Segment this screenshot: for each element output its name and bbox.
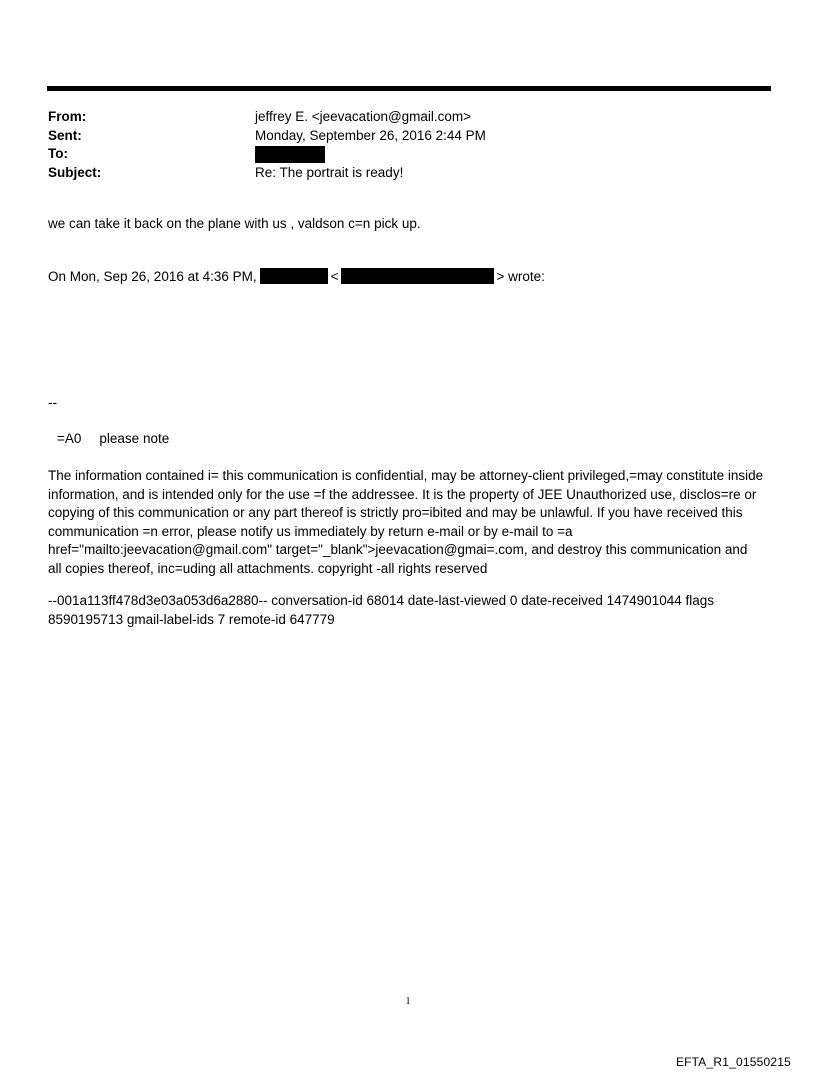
from-row: [48, 108, 768, 127]
sent-value: Monday, September 26, 2016 2:44 PM: [255, 127, 486, 143]
quoted-attribution: [48, 268, 764, 287]
note-line: [57, 430, 773, 449]
redaction-box: [341, 268, 494, 284]
sent-label: Sent:: [48, 127, 82, 143]
metadata-paragraph: --001a113ff478d3e03a053d6a2880-- conversation-id 68014 date-last-viewed 0 date-received 1474901044 flags 8590195713 gmail-label-ids 7 remote-id 647779: [48, 593, 714, 627]
message-line: we can take it back on the plane with us , valdson c=n pick up.: [48, 216, 421, 231]
to-value: [255, 145, 768, 164]
subject-value: Re: The portrait is ready!: [255, 164, 404, 180]
from-value: jeffrey E. <jeevacation@gmail.com>: [255, 109, 472, 124]
to-label: To:: [48, 146, 68, 161]
subject-row: [48, 164, 768, 183]
quoted-prefix: On Mon, Sep 26, 2016 at 4:36 PM,: [48, 269, 257, 284]
quoted-suffix: > wrote:: [496, 269, 545, 284]
document-id: EFTA_R1_01550215: [675, 1055, 791, 1069]
redaction-box: [255, 146, 325, 163]
redaction-box: [260, 268, 328, 284]
subject-label: Subject:: [48, 164, 102, 180]
email-header: [48, 108, 768, 182]
note-text: please note: [99, 431, 170, 446]
header-divider: [47, 86, 771, 91]
note-code: =A0: [57, 431, 82, 446]
disclaimer-paragraph: The information contained i= this communication is confidential, may be attorney-client privileged,=may constitute inside information, and is intended only for the use =f the addressee. It is the property of JEE Unauthorized use, disclos=re or copying of this communication or any part thereof is strictly pro=ibited and may be unlawful. If you have received this communication =n error, please notify us immediately by return e-mail or by e-mail to =a href="mailto:jeevacation@gmail.com" target="_blank">jeevacation@gmai=.com, and destroy this communication and all copies thereof, inc=uding all attachments. copyright -all rights reserved: [48, 468, 764, 576]
quoted-lt: <: [330, 269, 339, 284]
signature-separator: --: [48, 395, 57, 410]
page-number: 1: [405, 996, 411, 1007]
from-label: From:: [48, 109, 87, 124]
sent-row: [48, 127, 768, 146]
to-row: [48, 145, 768, 164]
